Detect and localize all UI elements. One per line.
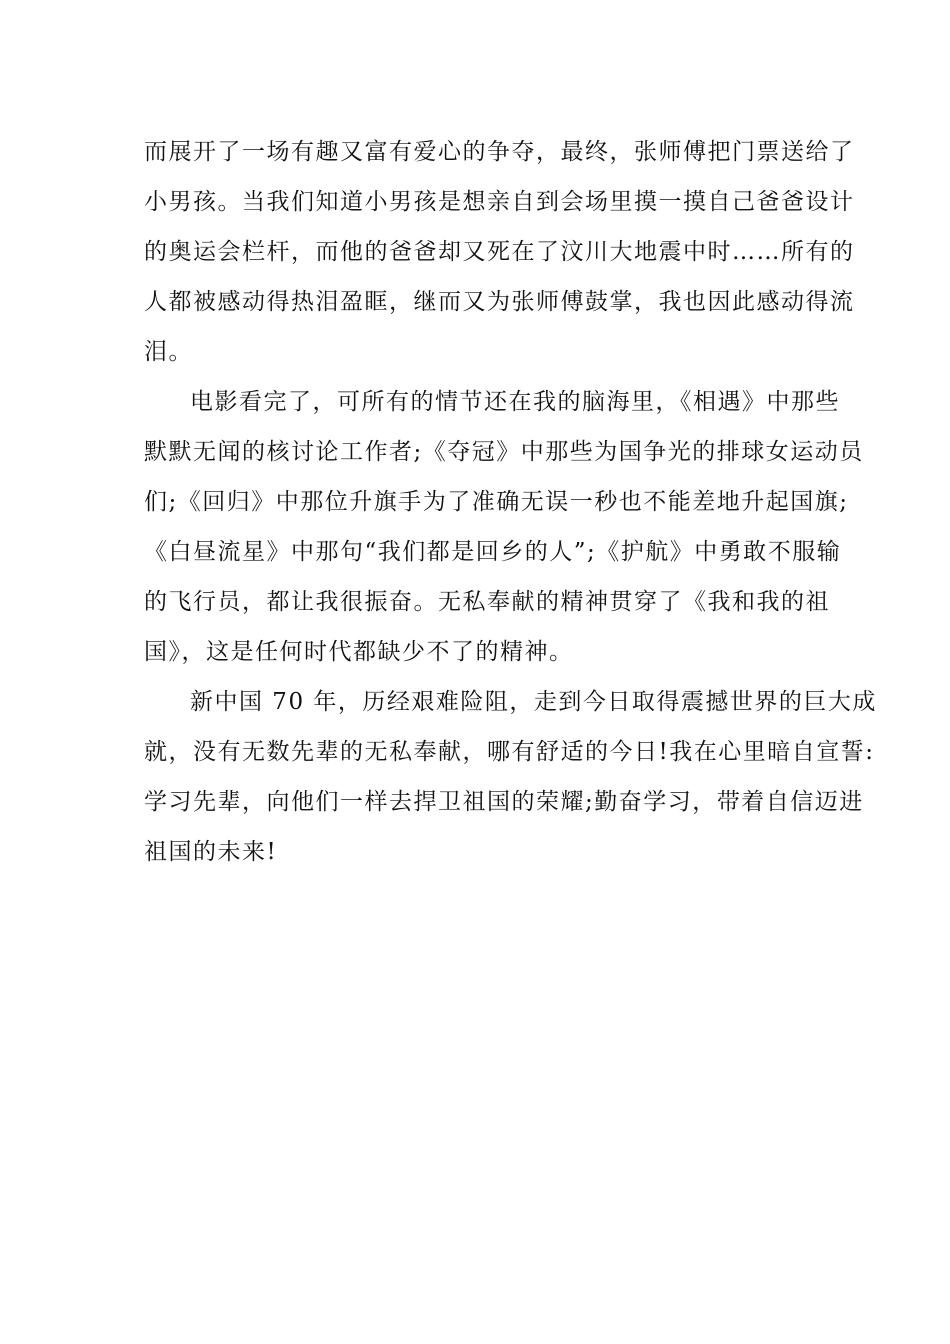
text-line: 学习先辈，向他们一样去捍卫祖国的荣耀;勤奋学习，带着自信迈进 bbox=[144, 789, 864, 815]
text-line: 而展开了一场有趣又富有爱心的争夺，最终，张师傅把门票送给了 bbox=[144, 139, 855, 165]
text-line: 们;《回归》中那位升旗手为了准确无误一秒也不能差地升起国旗; bbox=[144, 489, 849, 515]
paragraph-2 bbox=[144, 377, 864, 677]
text-line: 默默无闻的核讨论工作者;《夺冠》中那些为国争光的排球女运动员 bbox=[144, 439, 864, 465]
text-line: 新中国 70 年，历经艰难险阻，走到今日取得震撼世界的巨大成 bbox=[190, 689, 877, 715]
text-line: 国》，这是任何时代都缺少不了的精神。 bbox=[144, 639, 574, 665]
text-line: 的飞行员，都让我很振奋。无私奉献的精神贯穿了《我和我的祖 bbox=[144, 589, 830, 615]
text-line: 的奥运会栏杆，而他的爸爸却又死在了汶川大地震中时……所有的 bbox=[144, 239, 855, 265]
text-line: 就，没有无数先辈的无私奉献，哪有舒适的今日!我在心里暗自宣誓: bbox=[144, 739, 875, 765]
text-line: 小男孩。当我们知道小男孩是想亲自到会场里摸一摸自己爸爸设计 bbox=[144, 189, 855, 215]
text-line: 《白昼流星》中那句“我们都是回乡的人”;《护航》中勇敢不服输 bbox=[144, 539, 842, 565]
text-line: 电影看完了，可所有的情节还在我的脑海里，《相遇》中那些 bbox=[190, 389, 840, 415]
text-line: 泪。 bbox=[144, 339, 193, 365]
paragraph-3 bbox=[144, 677, 877, 877]
text-line: 祖国的未来! bbox=[144, 839, 278, 865]
text-line: 人都被感动得热泪盈眶，继而又为张师傅鼓掌，我也因此感动得流 bbox=[144, 289, 855, 315]
document-body bbox=[144, 127, 877, 877]
paragraph-1 bbox=[144, 127, 855, 377]
